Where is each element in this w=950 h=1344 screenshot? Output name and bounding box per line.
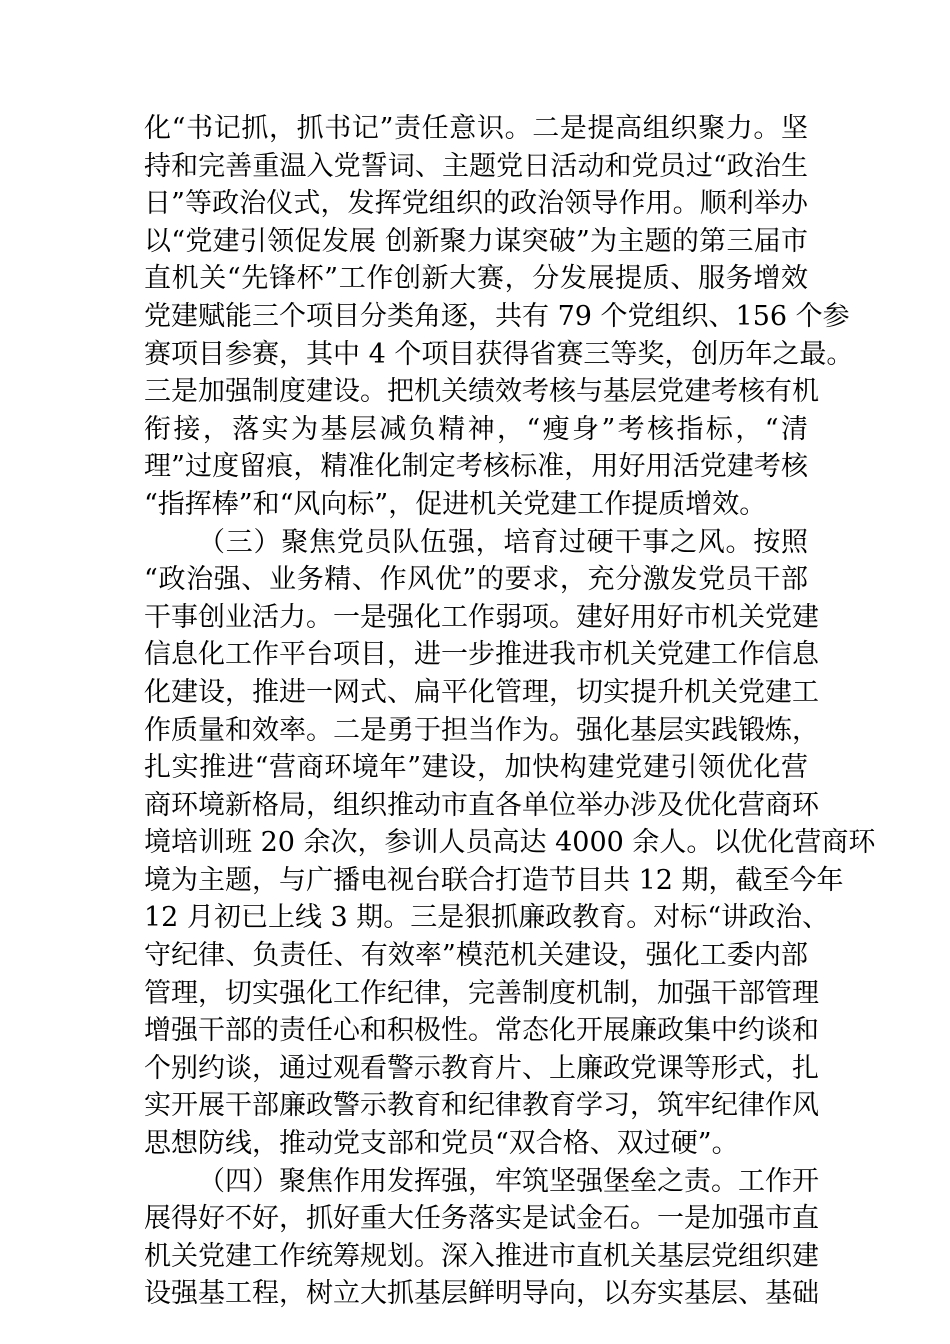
text-line: “政治强、业务精、作风优”的要求，充分激发党员干部 [144, 564, 808, 596]
text-line: 境培训班 20 余次，参训人员高达 4000 余人。以优化营商环 [144, 827, 876, 859]
text-line: 增强干部的责任心和积极性。常态化开展廉政集中约谈和 [144, 1015, 819, 1047]
section-heading-line: （四）聚焦作用发挥强，牢筑坚强堡垒之责。工作开 [198, 1165, 819, 1197]
body-text [144, 110, 876, 1313]
text-line: 干事创业活力。一是强化工作弱项。建好用好市机关党建 [144, 601, 819, 633]
section-heading-line: （三）聚焦党员队伍强，培育过硬干事之风。按照 [198, 526, 808, 558]
text-line: 守纪律、负责任、有效率”模范机关建设，强化工委内部 [144, 940, 808, 972]
text-line: 扎实推进“营商环境年”建设，加快构建党建引领优化营 [144, 752, 808, 784]
text-line: 信息化工作平台项目，进一步推进我市机关党建工作信息 [144, 639, 819, 671]
text-line: 化建设，推进一网式、扁平化管理，切实提升机关党建工 [144, 676, 819, 708]
text-line: 持和完善重温入党誓词、主题党日活动和党员过“政治生 [144, 150, 808, 182]
text-line: 理”过度留痕，精准化制定考核标准，用好用活党建考核 [144, 451, 808, 483]
text-line: 机关党建工作统筹规划。深入推进市直机关基层党组织建 [144, 1240, 819, 1272]
text-line: 个别约谈，通过观看警示教育片、上廉政党课等形式，扎 [144, 1052, 819, 1084]
text-line: 化“书记抓，抓书记”责任意识。二是提高组织聚力。坚 [144, 113, 808, 144]
text-line: 以“党建引领促发展 创新聚力谋突破”为主题的第三届市 [144, 225, 808, 257]
text-line: 展得好不好，抓好重大任务落实是试金石。一是加强市直 [144, 1203, 819, 1235]
text-line: 境为主题，与广播电视台联合打造节目共 12 期，截至今年 [144, 864, 844, 896]
text-line: 赛项目参赛，其中 4 个项目获得省赛三等奖，创历年之最。 [144, 338, 854, 370]
text-line: 直机关“先锋杯”工作创新大赛，分发展提质、服务增效 [144, 263, 808, 295]
text-line: 三是加强制度建设。把机关绩效考核与基层党建考核有机 [144, 376, 819, 408]
text-line: 作质量和效率。二是勇于担当作为。强化基层实践锻炼， [144, 714, 819, 746]
text-line: 商环境新格局，组织推动市直各单位举办涉及优化营商环 [144, 789, 819, 821]
text-line: 衔接，落实为基层减负精神，“瘦身”考核指标，“清 [144, 413, 808, 445]
text-line: 党建赋能三个项目分类角逐，共有 79 个党组织、156 个参 [144, 300, 850, 332]
text-line: 12 月初已上线 3 期。三是狠抓廉政教育。对标“讲政治、 [144, 902, 830, 934]
paragraph-end-line: 思想防线，推动党支部和党员“双合格、双过硬”。 [144, 1128, 739, 1160]
text-line: 管理，切实强化工作纪律，完善制度机制，加强干部管理 [144, 977, 819, 1009]
text-line: 日”等政治仪式，发挥党组织的政治领导作用。顺利举办 [144, 188, 808, 220]
text-line: 设强基工程，树立大抓基层鲜明导向，以夯实基层、基础 [144, 1278, 819, 1310]
paragraph-end-line: “指挥棒”和“风向标”，促进机关党建工作提质增效。 [144, 488, 767, 520]
text-line: 实开展干部廉政警示教育和纪律教育学习，筑牢纪律作风 [144, 1090, 819, 1122]
